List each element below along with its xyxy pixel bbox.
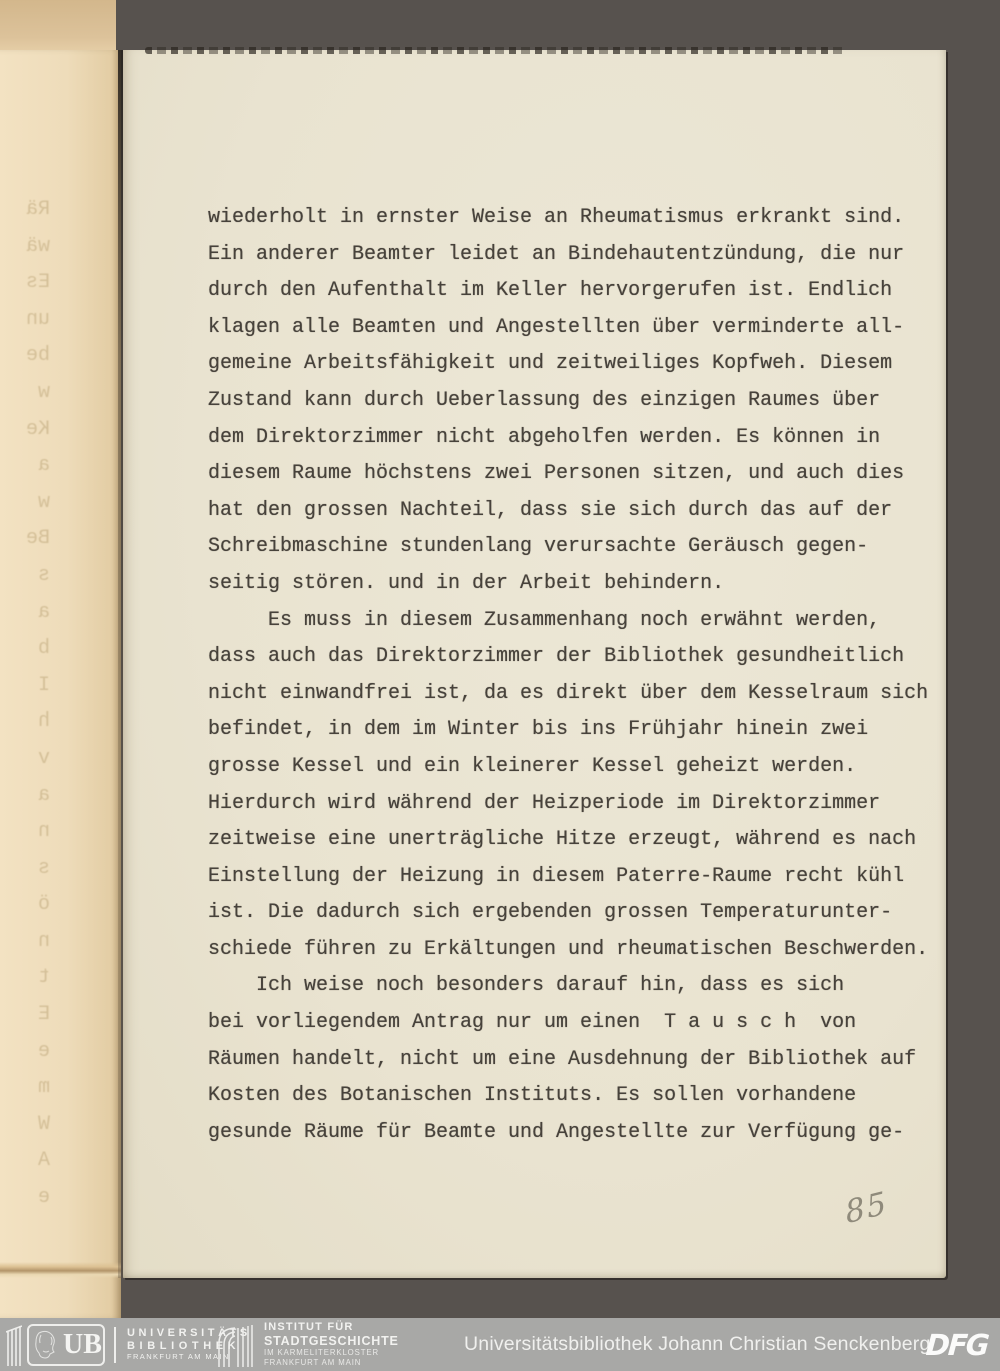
typed-line: Kosten des Botanischen Instituts. Es sollen vorhandene [208, 1084, 857, 1108]
typed-line: diesem Raume höchstens zwei Personen sitzen, und auch dies [208, 462, 905, 486]
ub-line3: FRANKFURT AM MAIN [127, 1352, 230, 1362]
typed-line: Es muss in diesem Zusammenhang noch erwähnt werden, [208, 608, 881, 632]
bleedthrough-token: h [37, 710, 50, 734]
typed-line: befindet, in dem im Winter bis ins Frühjahr hinein zwei [208, 718, 869, 742]
bleedthrough-token: ö [37, 893, 50, 917]
typed-line: grosse Kessel und ein kleinerer Kessel geheizt werden. [208, 754, 857, 778]
bleedthrough-token: s [37, 856, 50, 880]
typed-line: seitig stören. und in der Arbeit behindern. [208, 571, 725, 595]
typed-line: Ein anderer Beamter leidet an Bindehautentzündung, die nur [208, 242, 905, 266]
bleedthrough-token: w [37, 490, 50, 514]
previous-page-edge [0, 50, 121, 1318]
institut-stadtgeschichte-logo[interactable] [216, 1318, 399, 1371]
typed-line: Ich weise noch besonders darauf hin, dass es sich [208, 974, 845, 998]
scan-artifact-edge [145, 47, 845, 54]
typed-line: zeitweise eine unerträgliche Hitze erzeugt, während es nach [208, 828, 917, 852]
ub-frankfurt-logo[interactable] [6, 1318, 251, 1371]
ub-line2: BIBLIOTHEK [127, 1339, 241, 1352]
bleedthrough-token: un [25, 307, 50, 331]
karmeliterkloster-arch-icon [216, 1323, 254, 1367]
bleedthrough-token: W [37, 1112, 50, 1136]
bleedthrough-token: Be [25, 527, 50, 551]
bleedthrough-token: b [37, 637, 50, 661]
bleedthrough-token: t [37, 966, 50, 990]
book-underlay-corner [0, 0, 116, 53]
bleedthrough-token: E [37, 1003, 50, 1027]
bleedthrough-token: e [37, 1039, 50, 1063]
typed-line: Hierdurch wird während der Heizperiode im Direktorzimmer [208, 791, 881, 815]
typed-line: ist. Die dadurch sich ergebenden grossen Temperaturunter- [208, 901, 893, 925]
bleedthrough-token: Es [25, 271, 50, 295]
typed-line: dem Direktorzimmer nicht abgeholfen werden. Es können in [208, 425, 881, 449]
bleedthrough-token: m [37, 1076, 50, 1100]
bleedthrough-token: Rä [25, 198, 50, 221]
typed-line: schiede führen zu Erkältungen und rheumatischen Beschwerden. [208, 937, 929, 961]
institut-logo-text [264, 1321, 399, 1368]
typewritten-text-block [208, 200, 928, 1151]
scanned-document-page [123, 50, 946, 1278]
dfg-logo[interactable]: DFG [925, 1327, 990, 1362]
typed-line: Einstellung der Heizung in diesem Paterre-Raume recht kühl [208, 864, 905, 888]
institut-line2: STADTGESCHICHTE [264, 1333, 399, 1348]
book-spines-icon [6, 1324, 22, 1366]
bleedthrough-token: a [37, 600, 50, 624]
bleedthrough-token: s [37, 563, 50, 587]
typed-line: klagen alle Beamten und Angestellten über verminderte all- [208, 315, 905, 339]
bleedthrough-text-column [2, 192, 50, 1217]
bleedthrough-token: a [37, 783, 50, 807]
ub-logo-box [27, 1324, 105, 1366]
bleedthrough-token: A [37, 1149, 50, 1173]
logo-divider [114, 1327, 116, 1363]
typed-line: dass auch das Direktorzimmer der Bibliothek gesundheitlich [208, 645, 905, 669]
bleedthrough-token: e [37, 1186, 50, 1210]
typed-line: hat den grossen Nachteil, dass sie sich durch das auf der [208, 498, 893, 522]
bleedthrough-token: n [37, 929, 50, 953]
typed-line: bei vorliegendem Antrag nur um einen T a u s c h von [208, 1011, 857, 1035]
library-name-label[interactable]: Universitätsbibliothek Johann Christian Senckenberg [464, 1333, 931, 1355]
institut-line1: INSTITUT FÜR [264, 1321, 354, 1334]
typed-line: Räumen handelt, nicht um eine Ausdehnung der Bibliothek auf [208, 1047, 917, 1071]
typed-line: Zustand kann durch Ueberlassung des einzigen Raumes über [208, 388, 881, 412]
institut-line4: FRANKFURT AM MAIN [264, 1358, 362, 1367]
typed-line: Schreibmaschine stundenlang verursachte Geräusch gegen- [208, 535, 869, 559]
bleedthrough-token: Ke [25, 417, 50, 441]
institut-line3: IM KARMELITERKLOSTER [264, 1348, 380, 1358]
goethe-head-icon [31, 1329, 61, 1361]
typed-line: gemeine Arbeitsfähigkeit und zeitweiliges Kopfweh. Diesem [208, 352, 893, 376]
bleedthrough-token: w [37, 380, 50, 404]
bleedthrough-token: v [37, 746, 50, 770]
page-fold-line [0, 1262, 121, 1278]
typed-line: wiederholt in ernster Weise an Rheumatismus erkrankt sind. [208, 206, 905, 229]
bleedthrough-token: n [37, 820, 50, 844]
bleedthrough-token: wä [25, 234, 50, 258]
ub-line1: UNIVERSITÄTS [127, 1327, 251, 1340]
bleedthrough-token: a [37, 454, 50, 478]
handwritten-page-number: 85 [843, 1184, 891, 1232]
typed-line: durch den Aufenthalt im Keller hervorgerufen ist. Endlich [208, 279, 893, 303]
bleedthrough-token: be [25, 344, 50, 368]
bleedthrough-token: I [37, 673, 50, 697]
viewer-footer-bar [0, 1318, 1000, 1371]
typed-line: nicht einwandfrei ist, da es direkt über dem Kesselraum sich [208, 681, 929, 705]
ub-abbr: UB [63, 1328, 102, 1360]
typed-line: gesunde Räume für Beamte und Angestellte zur Verfügung ge- [208, 1120, 905, 1144]
